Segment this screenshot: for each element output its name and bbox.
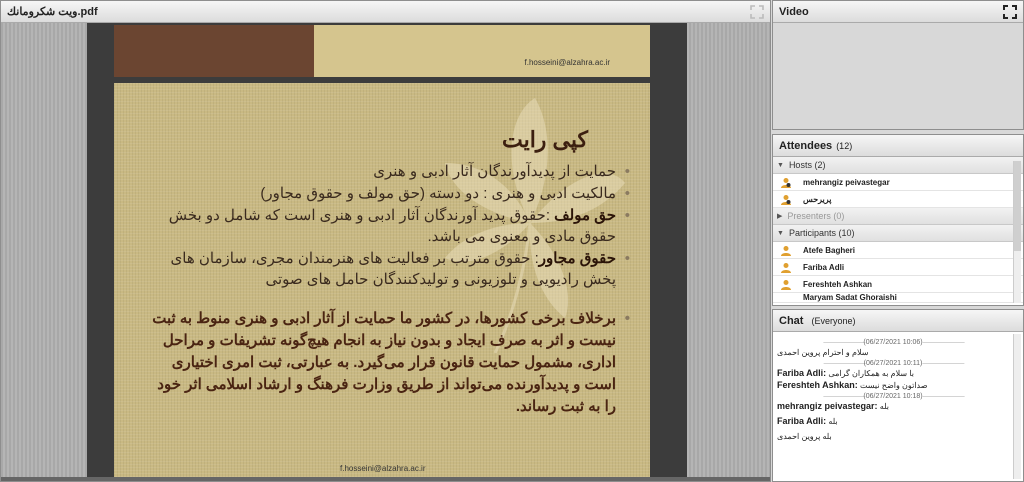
group-presenters[interactable] <box>773 208 1023 225</box>
bullet-text: : حقوق مترتب بر فعالیت های هنرمندان مجری، سازمان های پخش رادیویی و تلوزیونی و تولیدکنندگان حامل های صوتی <box>170 250 616 288</box>
fullscreen-icon[interactable] <box>1003 5 1017 19</box>
attendee-name: Fariba Adli <box>803 262 845 272</box>
bullet-term: حقوق مجاور <box>538 250 616 267</box>
message-sender: Fariba Adli: <box>777 368 827 378</box>
chat-message <box>777 380 1009 391</box>
video-area <box>773 23 1023 129</box>
video-pod-titlebar <box>773 1 1023 23</box>
bullet-4 <box>150 248 630 290</box>
video-title: Video <box>779 5 809 18</box>
message-text: با سلام به همکاران گرامی <box>828 369 914 378</box>
collapsed-arrow-icon: ▶ <box>777 213 783 220</box>
attendees-count: (12) <box>836 140 853 151</box>
chat-messages <box>777 338 1009 443</box>
fullscreen-icon[interactable] <box>750 5 764 19</box>
attendee-name: mehrangiz peivastegar <box>803 177 890 187</box>
host-user-icon <box>781 194 791 205</box>
message-text: بله پروین احمدی <box>777 432 832 441</box>
chat-message <box>777 416 1009 427</box>
attendee-name: Atefe Bagheri <box>803 245 856 255</box>
slide-bullets <box>150 161 630 419</box>
attendees-title: Attendees <box>779 139 833 152</box>
attendees-pod-titlebar <box>773 135 1023 157</box>
user-icon <box>781 245 791 256</box>
slide <box>114 83 650 477</box>
group-participants[interactable] <box>773 225 1023 242</box>
attendees-scrollbar[interactable] <box>1013 161 1021 303</box>
chat-message <box>777 347 1009 358</box>
bullet-term: حق مولف <box>554 207 616 224</box>
chat-message <box>777 368 1009 379</box>
video-pod <box>772 0 1024 130</box>
chat-message <box>777 401 1009 412</box>
chat-title: Chat <box>779 314 804 327</box>
header-email: f.hosseini@alzahra.ac.ir <box>524 58 610 67</box>
document-title: ﻭﻳﺖ ﺷﻜﺮﻭﻣﺎﻧﻚ.pdf <box>7 6 98 18</box>
chat-pod-titlebar <box>773 310 1023 332</box>
chat-timestamp: ———————— (06/27/2021 10:11) ———————— <box>777 359 1009 368</box>
attendee-row[interactable] <box>773 259 1023 276</box>
message-text: سلام و احترام پروین احمدی <box>777 348 869 357</box>
slide-frame <box>87 23 687 479</box>
slide-title: کپی رایت <box>501 127 588 152</box>
document-stage <box>1 23 770 479</box>
attendee-row[interactable] <box>773 293 1023 303</box>
message-text: بله <box>828 417 838 426</box>
previous-slide-strip <box>114 25 650 77</box>
chat-pod <box>772 309 1024 482</box>
chat-message <box>777 431 1009 442</box>
user-icon <box>781 262 791 273</box>
expanded-arrow-icon: ▼ <box>777 229 784 237</box>
attendee-name: Maryam Sadat Ghoraishi <box>803 293 897 302</box>
brown-banner <box>114 25 314 77</box>
host-user-icon <box>781 177 791 188</box>
chat-timestamp: ———————— (06/27/2021 10:06) ———————— <box>777 338 1009 347</box>
attendee-name: Fereshteh Ashkan <box>803 279 873 289</box>
chat-scrollbar[interactable] <box>1013 334 1021 479</box>
document-pod-titlebar <box>1 1 770 23</box>
expanded-arrow-icon: ▼ <box>777 161 784 169</box>
attendees-pod <box>772 134 1024 306</box>
group-hosts[interactable] <box>773 157 1023 174</box>
group-label: Presenters (0) <box>787 211 845 221</box>
footer-email: f.hosseini@alzahra.ac.ir <box>340 464 426 473</box>
attendee-row[interactable] <box>773 174 1023 191</box>
scroll-thumb[interactable] <box>1014 161 1021 251</box>
bullet-1 <box>150 161 630 182</box>
message-text: بله <box>879 402 889 411</box>
user-icon <box>781 279 791 290</box>
attendee-name: پریرحس <box>803 194 832 204</box>
attendee-row[interactable] <box>773 191 1023 208</box>
message-sender: Fereshteh Ashkan: <box>777 380 858 390</box>
message-sender: Fariba Adli: <box>777 416 827 426</box>
bullet-text: حمایت از پدیدآورندگان آثار ادبی و هنری <box>373 163 616 180</box>
bullet-2 <box>150 183 630 204</box>
attendee-row[interactable] <box>773 242 1023 259</box>
chat-scope[interactable]: (Everyone) <box>811 315 856 326</box>
document-scrollbar[interactable] <box>1 477 770 481</box>
bullet-text: :حقوق پدید آورندگان آثار ادبی و هنری است که شامل دو بخش حقوق مادی و معنوی می باشد. <box>168 207 616 245</box>
group-label: Participants (10) <box>788 228 855 238</box>
group-label: Hosts (2) <box>788 160 826 170</box>
attendee-row[interactable] <box>773 276 1023 293</box>
bullet-3 <box>150 205 630 247</box>
bold-paragraph: برخلاف برخی کشورها، در کشور ما حمایت از آثار ادبی و هنری منوط به ثبت نیست و اثر به صرف ایجاد و بدون نیاز به انجام هیچ‌گونه تشریفات و مراحل اداری، مشمول حمایت قانون قرار می‌گیرد. به عبارتی، ثبت امری اختیاری است و پدیدآورنده می‌تواند از طریق وزارت فرهنگ و ارشاد اسلامی اثر خود را به ثبت رساند. <box>152 310 616 415</box>
chat-timestamp: ———————— (06/27/2021 10:18) ———————— <box>777 392 1009 401</box>
bullet-5 <box>150 308 630 418</box>
message-sender: mehrangiz peivastegar: <box>777 401 878 411</box>
bullet-text: مالکیت ادبی و هنری : دو دسته (حق مولف و حقوق مجاور) <box>260 185 616 202</box>
message-text: صداتون واضح نیست <box>859 381 928 390</box>
